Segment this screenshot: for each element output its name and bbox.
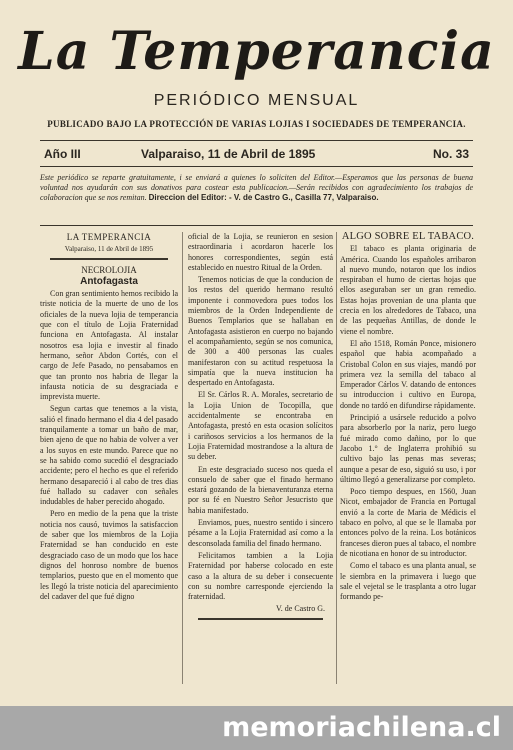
column-divider xyxy=(336,232,337,684)
issue-number: No. 33 xyxy=(432,147,469,161)
issue-date: Valparaiso, 11 de Abril de 1895 xyxy=(141,147,316,161)
rule-bottom xyxy=(40,225,473,226)
paragraph: En este desgraciado suceso nos queda el consuelo de saber que el finado hermano estará gozando de la bienaventuranza eterna por su fé en Nuestro Señor Jesucristo que habia manifestado. xyxy=(188,464,333,515)
signature: V. de Castro G. xyxy=(276,604,325,614)
dateline xyxy=(40,146,473,162)
paragraph: El año 1518, Román Ponce, misionero español que habia acompañado a Cristobal Colon en sus viajes, mandó por primera vez la semilla del tabaco al Emperador Cárlos V. datando de entonces su introduccion i cultivo en Europa, donde no tardó en difundirse rápidamente. xyxy=(340,338,476,410)
notice-text: Este periódico se reparte gratuitamente, i se enviará a quienes lo soliciten del Editor.—Esperamos que las personas de buena voluntad nos ayudarán con sus donativos para costear esta publicacion.—Serán recibidos con agradecimiento los trabajos de colaboracion que se nos remitan. xyxy=(40,173,473,202)
watermark-bar xyxy=(0,706,513,750)
paragraph: Felicitamos tambien a la Lojia Fraternidad por haberse colocado en este caso a la altura de su deber i consecuente con su nombre carresponde ejerciendo la fraternidad. xyxy=(188,550,333,602)
watermark-text: memoriachilena.cl xyxy=(222,712,501,743)
rule-middle xyxy=(40,166,473,167)
section-place: Antofagasta xyxy=(80,275,138,287)
paragraph: oficial de la Lojia, se reunieron en sesion estraordinaria i acordaron hacerle los honores correspondientes, según está establecido en nuestro Ritual de la Orden. xyxy=(188,232,333,272)
column-necrologia-continued xyxy=(188,232,333,625)
editor-notice xyxy=(40,173,473,203)
article-title: ALGO SOBRE EL TABACO. xyxy=(341,231,475,242)
paragraph: Como el tabaco es una planta anual, se le siembra en la primavera i luego que sale el vejetal se le trasplanta a otro lugar formando pe- xyxy=(340,561,476,602)
paragraph: Principió a usársele reducido a polvo para absorberlo por la nariz, pero luego fué mirado como dañino, por lo que Jacobo 1.° de Inglaterra prohibió su cultivo bajo las penas mas severas; aunque a pesar de eso, siguió su uso, i por último llegó a generalizarse por completo. xyxy=(340,413,476,484)
paragraph: Tenemos noticias de que la conducion de los restos del querido hermano resultó imponente i conmovedora pues todos los miembros de la Orden Independiente de Buenos Templarios que se hallaban en Antofagasta asistieron en cuerpo no bajando el acompañamiento, según se nos comunica, de 300 a 400 personas las cuales manifestaron con su actitud respetuosa la simpatía que la nueva institucion ha despertado en Antofagasta. xyxy=(188,275,333,388)
column-subheader: Valparaiso, 11 de Abril de 1895 xyxy=(64,245,154,254)
paragraph: Pero en medio de la pena que la triste noticia nos causó, tuvimos la satisfaccion de saber que los miembros de la Lojia Fraternidad se han conducido en este desgraciado caso de un modo que los hace dignos del honroso nombre de buenos templarios, puesto que en el momento que les llegó la triste noticia del aparecimiento del cadaver del que fué digno xyxy=(40,509,178,601)
section-title: NECROLOJIA xyxy=(81,264,137,275)
masthead-subtitle: PERIÓDICO MENSUAL xyxy=(153,92,360,109)
column-necrologia xyxy=(40,232,178,604)
paragraph: El Sr. Cárlos R. A. Morales, secretario de la Lojia Union de Tocopilla, que accidentalmente se encontraba en Antofagasta, prestó en esta ocasion solícitos i cariñosos servicios a los hermanos de la Lojia Fraternidad mostrandose a la altura de su deber. xyxy=(188,390,333,462)
column-divider xyxy=(182,232,183,684)
paragraph: Segun cartas que tenemos a la vista, salió el finado hermano el dia 4 del pasado tranquilamente a tomar un baño de mar, bien ajeno de que no habia de volver a ver a los suyos en este mundo. Parece que no se ha sabido como sucedió el desgraciado accidente; pero el hecho es que el referido hermano desapareció i al cabo de tres dias fué hallado su cadaver con señales indudables de haber perecido ahogado. xyxy=(40,404,178,507)
header-separator xyxy=(50,258,168,260)
notice-direction: Direccion del Editor: - V. de Castro G., Casilla 77, Valparaiso. xyxy=(148,193,379,202)
masthead-title: La Temperancia xyxy=(18,21,495,82)
paragraph: El tabaco es planta originaria de América. Cuando los españoles arribaron al nuevo mundo, notaron que los indios respiraban el humo de ciertas hojas que ellos aseguraban ser un gran remedio. Estas hojas provenian de una planta que crecia en los alrededores de Tabaco, una de las pequeñas Antillas, de donde le viene el nombre. xyxy=(340,244,476,336)
column-tabaco xyxy=(340,232,476,604)
paragraph: Con gran sentimiento hemos recibido la triste noticia de la muerte de uno de los oficiales de la nueva lojia de temperancia que con el título de Lojia Fraternidad funciona en Antofagasta. Al instalar nosotros esa lojia e investir al finado hermano, señor Abdon Cortés, con el cargo de Jefe Pasado, no pensabamos en que tan pronto nos habria de llegar la infausta noticia de su desgraciada e imprevista muerte. xyxy=(40,289,178,402)
masthead-protection: PUBLICADO BAJO LA PROTECCIÓN DE VARIAS LOJIAS I SOCIEDADES DE TEMPERANCIA. xyxy=(47,119,466,129)
column-header: LA TEMPERANCIA xyxy=(66,232,152,242)
paragraph: Enviamos, pues, nuestro sentido i sincero pésame a la Lojia Fraternidad así como a la desconsolada familia del finado hermano. xyxy=(188,518,333,548)
rule-top xyxy=(40,140,473,141)
paragraph: Poco tiempo despues, en 1560, Juan Nicot, embajador de Francia en Portugal envió a la corte de Maria de Médicis el tabaco en polvo, al que se le llamaba por entonces polvo de la reina. Los botánicos franceses dieron pues al tabaco, el nombre de nicotiana en honor de su introductor. xyxy=(340,487,476,558)
article-separator xyxy=(198,618,323,620)
issue-year: Año III xyxy=(44,147,81,161)
